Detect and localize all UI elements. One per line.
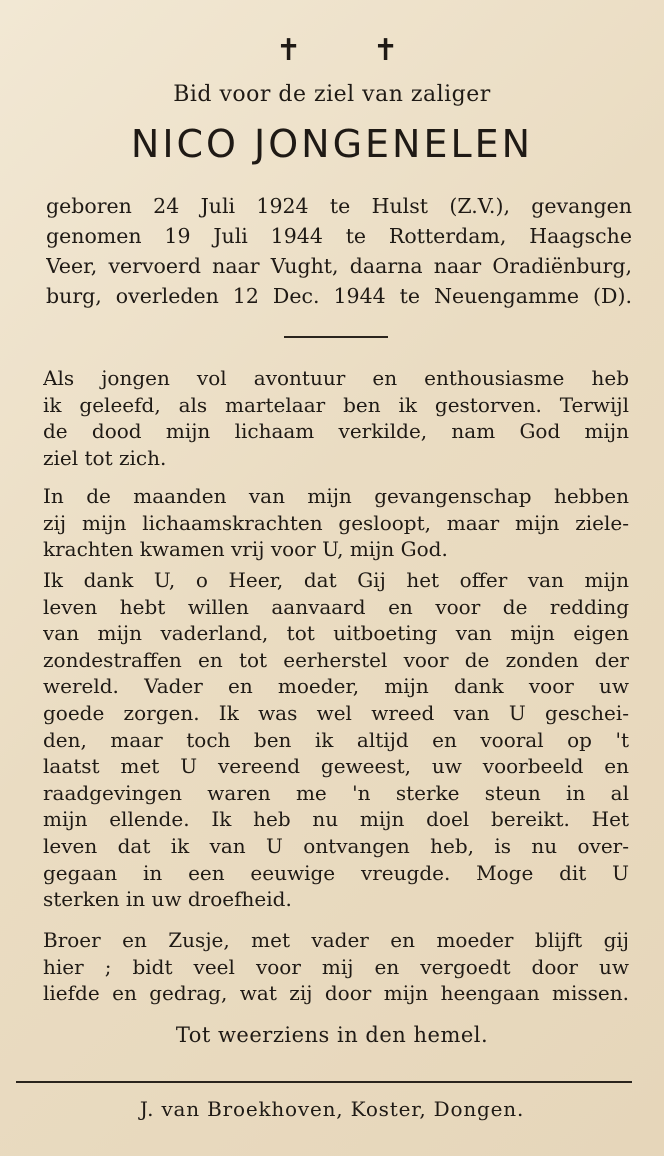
crosses (0, 34, 664, 68)
paragraph-4 (43, 927, 629, 1007)
bio-line: genomen 19 Juli 1944 te Rotterdam, Haagsche (46, 224, 632, 248)
text-line: raadgevingen waren me 'n sterke steun in al (43, 780, 629, 805)
deceased-name: NICO JONGENELEN (130, 122, 534, 166)
text-line: leven dat ik van U ontvangen heb, is nu over- (43, 833, 629, 858)
text-line: Ik dank U, o Heer, dat Gij het offer van mijn (43, 568, 629, 592)
text-line: sterken in uw droefheid. (43, 887, 292, 912)
paragraph-2 (43, 483, 629, 563)
text-line: zondestraffen en tot eerherstel voor de zonden der (43, 647, 629, 672)
text-line: Broer en Zusje, met vader en moeder blijft gij (43, 928, 629, 952)
text-line: de dood mijn lichaam verkilde, nam God mijn (43, 419, 629, 444)
text-line: ik geleefd, als martelaar ben ik gestorven. Terwijl (43, 392, 629, 417)
paragraph-3 (43, 567, 629, 913)
text-line: laatst met U vereend geweest, uw voorbeeld en (43, 754, 629, 779)
farewell-line: Tot weerziens in den hemel. (175, 1023, 489, 1047)
text-line: wereld. Vader en moeder, mijn dank voor uw (43, 674, 629, 699)
text-line: ziel tot zich. (43, 445, 167, 470)
text-line: In de maanden van mijn gevangenschap hebben (43, 484, 629, 508)
biography (46, 191, 632, 311)
text-line: zij mijn lichaamskrachten gesloopt, maar mijn ziele- (43, 510, 629, 535)
text-line: goede zorgen. Ik was wel wreed van U geschei- (43, 700, 629, 725)
cross-icon: ✝ (373, 33, 399, 68)
text-line: Als jongen vol avontuur en enthousiasme heb (43, 366, 629, 390)
text-line: gegaan in een eeuwige vreugde. Moge dit U (43, 860, 629, 885)
bio-line: burg, overleden 12 Dec. 1944 te Neuengamme (D). (46, 284, 632, 308)
cross-icon: ✝ (276, 33, 302, 68)
text-line: leven hebt willen aanvaard en voor de redding (43, 594, 629, 619)
text-line: van mijn vaderland, tot uitboeting van mijn eigen (43, 621, 629, 646)
bio-line: geboren 24 Juli 1924 te Hulst (Z.V.), gevangen (46, 194, 632, 218)
invocation: Bid voor de ziel van zaliger (173, 82, 491, 107)
printer-credit: J. van Broekhoven, Koster, Dongen. (139, 1097, 525, 1121)
text-line: den, maar toch ben ik altijd en vooral op 't (43, 727, 629, 752)
text-line: mijn ellende. Ik heb nu mijn doel bereikt. Het (43, 807, 629, 832)
paragraph-1 (43, 365, 629, 471)
divider (284, 336, 388, 338)
bio-line: Veer, vervoerd naar Vught, daarna naar Oradiënburg, (46, 254, 632, 278)
text-line: krachten kwamen vrij voor U, mijn God. (43, 537, 448, 562)
text-line: liefde en gedrag, wat zij door mijn heengaan missen. (43, 981, 629, 1006)
text-line: hier ; bidt veel voor mij en vergoedt door uw (43, 954, 629, 979)
footer-divider (16, 1081, 632, 1083)
